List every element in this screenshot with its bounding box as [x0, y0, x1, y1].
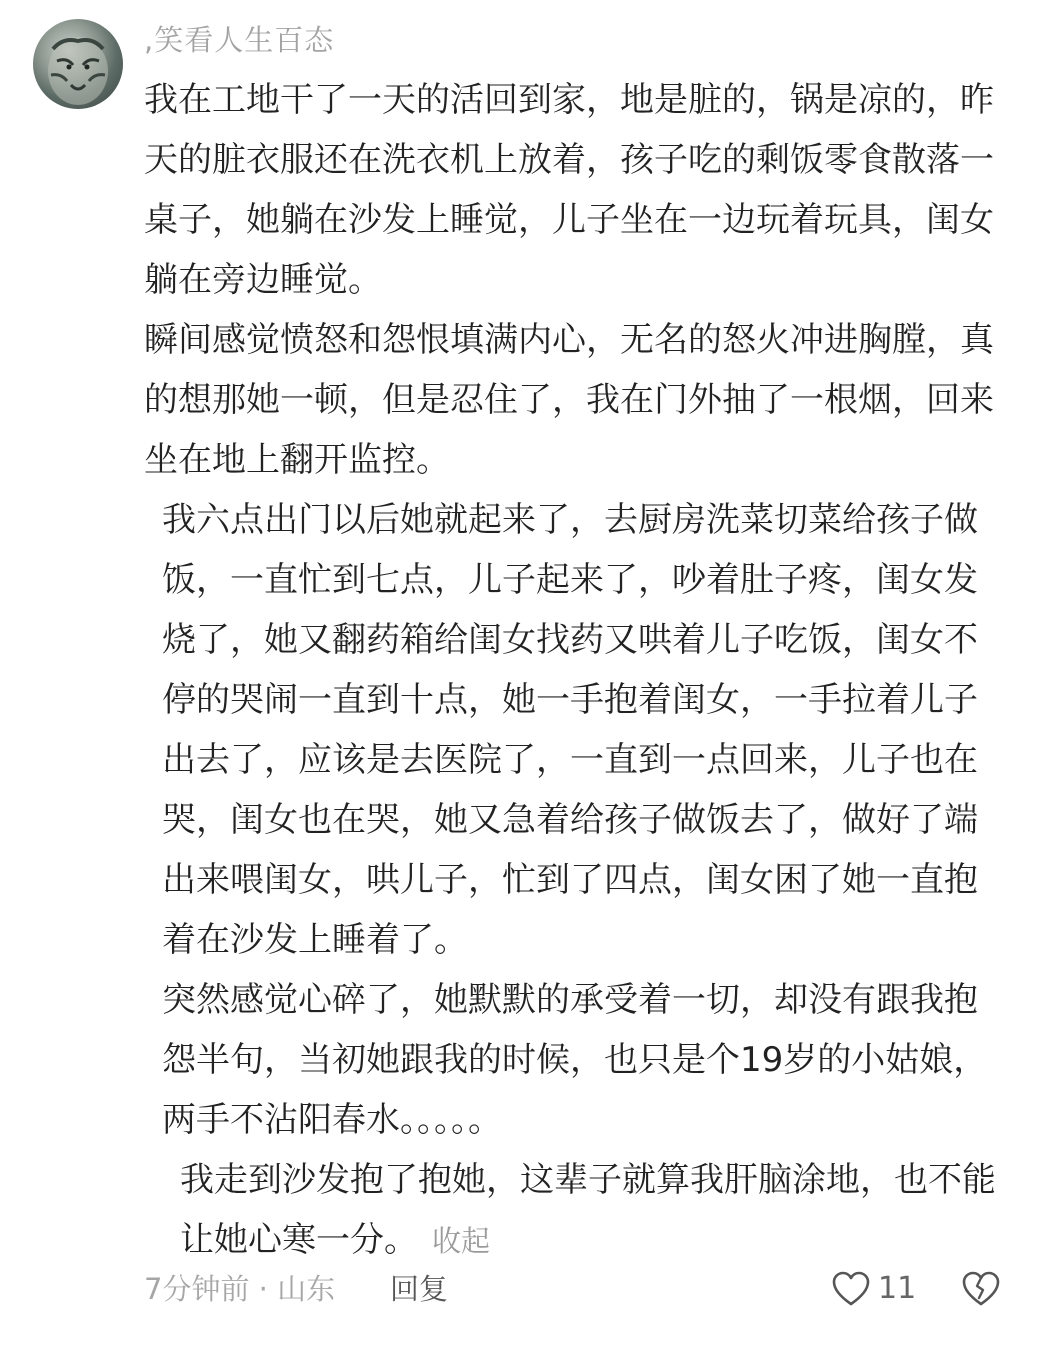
comment-paragraph-text: 我走到沙发抱了抱她，这辈子就算我肝脑涂地，也不能让她心寒一分。 [180, 1160, 996, 1260]
like-count: 11 [878, 1271, 917, 1306]
comment-paragraph: 突然感觉心碎了，她默默的承受着一切，却没有跟我抱怨半句，当初她跟我的时候，也只是个19岁的小姑娘，两手不沾阳春水。。。。。 [162, 980, 988, 1140]
comment-paragraph: 我在工地干了一天的活回到家，地是脏的，锅是凉的，昨天的脏衣服还在洗衣机上放着，孩子吃的剩饭零食散落一桌子，她躺在沙发上睡觉，儿子坐在一边玩着玩具，闺女躺在旁边睡觉。 [144, 80, 994, 300]
tiger-avatar-image [33, 19, 123, 109]
timestamp-location: 7分钟前 · 山东 [144, 1272, 336, 1306]
comment-meta [144, 1265, 1024, 1313]
dislike-button[interactable] [962, 1265, 1000, 1313]
username[interactable]: ,笑看人生百态 [144, 23, 335, 57]
like-button[interactable] [832, 1265, 916, 1313]
comment-last-paragraph [144, 1150, 1004, 1271]
comment-body [144, 70, 1004, 1271]
avatar[interactable] [33, 19, 123, 109]
comment-paragraph: 瞬间感觉愤怒和怨恨填满内心，无名的怒火冲进胸膛，真的想那她一顿，但是忍住了，我在门外抽了一根烟，回来坐在地上翻开监控。 [144, 320, 994, 480]
reply-button[interactable]: 回复 [390, 1272, 449, 1306]
broken-heart-icon [962, 1271, 1000, 1307]
heart-outline-icon [832, 1271, 870, 1307]
comment-paragraph: 我六点出门以后她就起来了，去厨房洗菜切菜给孩子做饭，一直忙到七点，儿子起来了，吵着肚子疼，闺女发烧了，她又翻药箱给闺女找药又哄着儿子吃饭，闺女不停的哭闹一直到十点，她一手抱着闺女，一手拉着儿子出去了，应该是去医院了，一直到一点回来，儿子也在哭，闺女也在哭，她又急着给孩子做饭去了，做好了端出来喂闺女，哄儿子，忙到了四点，闺女困了她一直抱着在沙发上睡着了。 [162, 500, 978, 960]
collapse-link[interactable]: 收起 [432, 1224, 491, 1258]
